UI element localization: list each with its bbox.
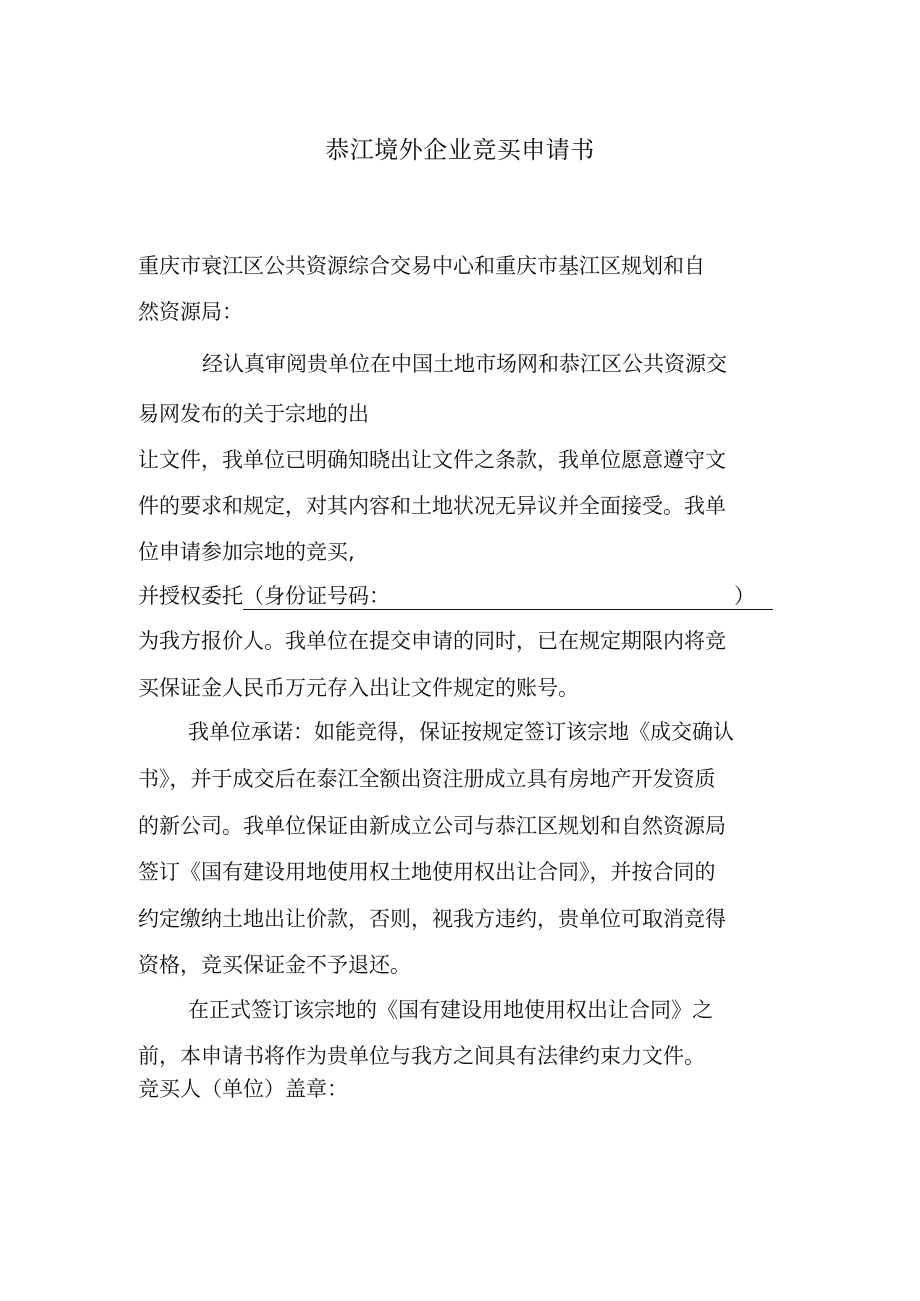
paragraph-3-line-2: 前，本申请书将作为贵单位与我方之间具有法律约束力文件。 <box>138 1044 705 1068</box>
signature-label: 竞买人（单位）盖章： <box>138 1077 348 1101</box>
paragraph-2-line-4: 签订《国有建设用地使用权土地使用权出让合同》，并按合同的 <box>138 860 716 884</box>
id-number-blank <box>390 583 734 609</box>
paragraph-1-line-2: 易网发布的关于宗地的出 <box>138 402 369 426</box>
id-number-field <box>243 583 773 610</box>
id-number-label: （身份证号码： <box>243 584 390 608</box>
paragraph-1-line-1: 经认真审阅贵单位在中国土地市场网和恭江区公共资源交 <box>202 352 727 376</box>
addressee-line-2: 然资源局： <box>138 300 243 324</box>
paragraph-2-line-6: 资格，竞买保证金不予退还。 <box>138 953 411 977</box>
paragraph-1-line-3: 让文件，我单位已明确知晓出让文件之条款，我单位愿意遵守文 <box>138 448 726 472</box>
id-number-close: ） <box>734 584 755 608</box>
addressee-line-1: 重庆市衰江区公共资源综合交易中心和重庆市基江区规划和自 <box>138 254 705 278</box>
paragraph-2-line-1: 我单位承诺：如能竞得，保证按规定签订该宗地《成交确认 <box>188 720 734 744</box>
paragraph-3-line-1: 在正式签订该宗地的《国有建设用地使用权出让合同》之 <box>188 998 713 1022</box>
paragraph-1-line-6: 为我方报价人。我单位在提交申请的同时，已在规定期限内将竞 <box>138 629 726 653</box>
authorization-line <box>138 582 773 610</box>
paragraph-2-line-2: 书》，并于成交后在泰江全额出资注册成立具有房地产开发资质 <box>138 767 716 791</box>
paragraph-1-line-5: 位申请参加宗地的竞买, <box>138 540 355 564</box>
paragraph-2-line-5: 约定缴纳土地出让价款，否则，视我方违约，贵单位可取消竞得 <box>138 907 726 931</box>
paragraph-1-line-7: 买保证金人民币万元存入出让文件规定的账号。 <box>138 676 579 700</box>
paragraph-2-line-3: 的新公司。我单位保证由新成立公司与恭江区规划和自然资源局 <box>138 814 726 838</box>
authorization-prefix: 并授权委托 <box>138 584 243 608</box>
paragraph-1-line-4: 件的要求和规定，对其内容和土地状况无异议并全面接受。我单 <box>138 494 726 518</box>
document-title: 恭江境外企业竞买申请书 <box>325 136 595 164</box>
